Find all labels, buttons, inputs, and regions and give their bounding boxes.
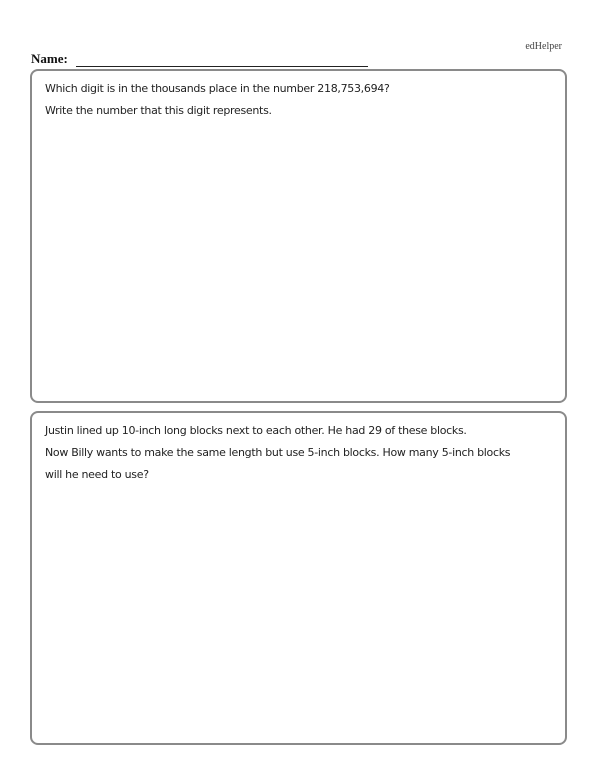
name-input-line[interactable] [76,52,368,67]
brand-label: edHelper [525,41,562,52]
question-1-instruction: Write the number that this digit represents. [45,104,272,117]
name-row [31,51,368,67]
question-1-text: Which digit is in the thousands place in the number 218,753,694? [45,82,390,95]
name-label: Name: [31,51,68,66]
question-2-line-1: Justin lined up 10-inch long blocks next to each other. He had 29 of these blocks. [45,424,467,437]
question-2-line-3: will he need to use? [45,468,149,481]
question-2-line-2: Now Billy wants to make the same length but use 5-inch blocks. How many 5-inch blocks [45,446,511,459]
question-box-2[interactable] [30,411,567,745]
question-box-1[interactable] [30,69,567,403]
